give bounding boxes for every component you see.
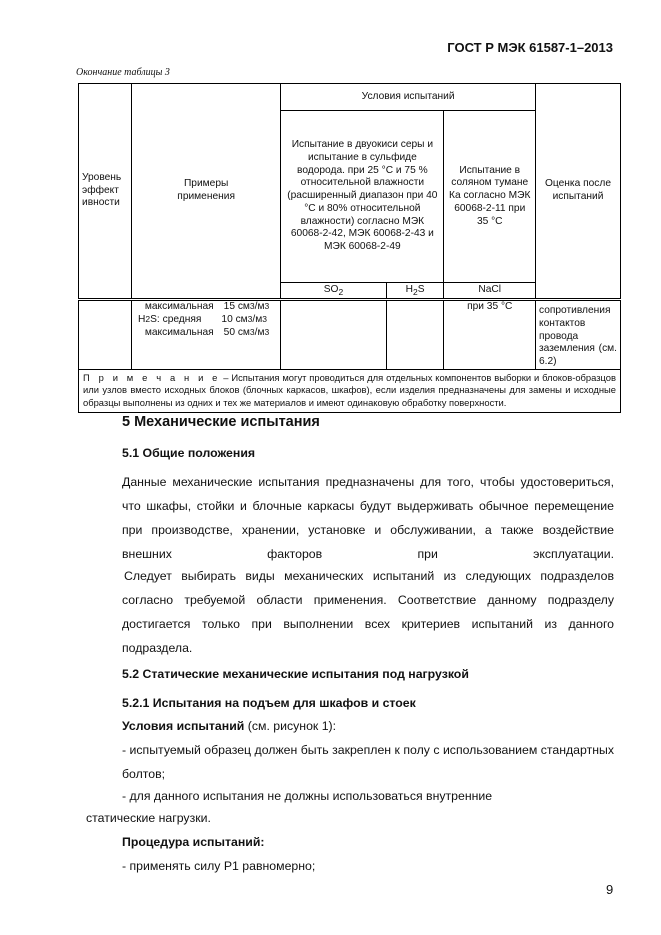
conditions-line: Условия испытаний (см. рисунок 1):: [122, 719, 337, 733]
procedure-heading: Процедура испытаний:: [122, 835, 265, 849]
header-so2-h2s-test: Испытание в двуокиси серы и испытание в сульфиде водорода. при 25 °С и 75 % относительной влажности (расширенный диапазон при 40 °С и 80% относительной влажности) согласно МЭК 60068-2-42, МЭК 60068-2-43 и МЭК 60068-2-49: [281, 111, 444, 283]
header-level: Уровень эффект ивности: [79, 84, 132, 300]
paragraph-2: Следует выбирать виды механических испытаний из следующих подразделов согласно требуемой области применения. Соответствие данному подразделу достигается только при выполнении всех критериев испытаний из данного подраздела.: [122, 569, 614, 655]
section-5-1-heading: 5.1 Общие положения: [122, 446, 256, 460]
section-5-heading: 5 Механические испытания: [122, 414, 320, 430]
test-conditions-table: [78, 83, 621, 413]
cell-nacl: при 35 °С: [444, 300, 536, 370]
condition-item-1: - испытуемый образец должен быть закреплен к полу с использованием стандартных болтов;: [122, 743, 614, 781]
page-number: 9: [606, 882, 614, 897]
procedure-item-1: - применять силу Р1 равномерно;: [122, 859, 316, 873]
example-line-2: H 2 S: средняя 10 см 3 /м 3: [138, 313, 267, 325]
header-conditions: Условия испытаний: [281, 84, 536, 111]
cell-examples: [132, 300, 281, 370]
subheader-h2s: $H_2S$: [386, 283, 444, 300]
header-examples: Примеры применения: [132, 84, 281, 300]
condition-item-2a: - для данного испытания не должны использоваться внутренние: [122, 789, 493, 803]
header-evaluation: Оценка после испытаний: [536, 84, 621, 300]
example-line-1: максимальная 15 см 3 /м 3: [144, 301, 270, 312]
document-header: ГОСТ Р МЭК 61587-1–2013: [447, 40, 613, 55]
header-nacl-test: Испытание в соляном тумане Ка согласно МЭК 60068-2-11 при 35 °С: [444, 111, 536, 283]
table-caption: Окончание таблицы 3: [76, 67, 170, 78]
table-note: П р и м е ч а н и е – Испытания могут проводиться для отдельных компонентов выборки и блоков-образцов или узлов вместо исходных блоков (блочных каркасов, шкафов), если изделия предназначены для замены и исходные образцы выполнены из одних и тех же материалов и имеют одинаковую обработку поверхности.: [79, 369, 621, 412]
condition-item-2b: статические нагрузки.: [86, 811, 211, 825]
section-5-2-heading: 5.2 Статические механические испытания под нагрузкой: [122, 667, 469, 681]
subheader-so2: $SO_2$: [281, 283, 387, 300]
section-5-2-1-heading: 5.2.1 Испытания на подъем для шкафов и стоек: [122, 696, 416, 710]
paragraph-1: Данные механические испытания предназначены для того, чтобы удостовериться, что шкафы, стойки и блочные каркасы будут выдерживать обычное перемещение при производстве, хранении, установке и обслуживании, а также воздействие внешних факторов при эксплуатации.: [122, 475, 614, 561]
subheader-nacl: NaCl: [444, 283, 536, 300]
cell-so2: [281, 300, 387, 370]
cell-evaluation: сопротивления контактов провода заземления (см. 6.2): [536, 300, 621, 370]
cell-h2s: [386, 300, 444, 370]
example-line-3: максимальная 50 см 3 /м 3: [144, 326, 270, 338]
cell-level: [79, 300, 132, 370]
